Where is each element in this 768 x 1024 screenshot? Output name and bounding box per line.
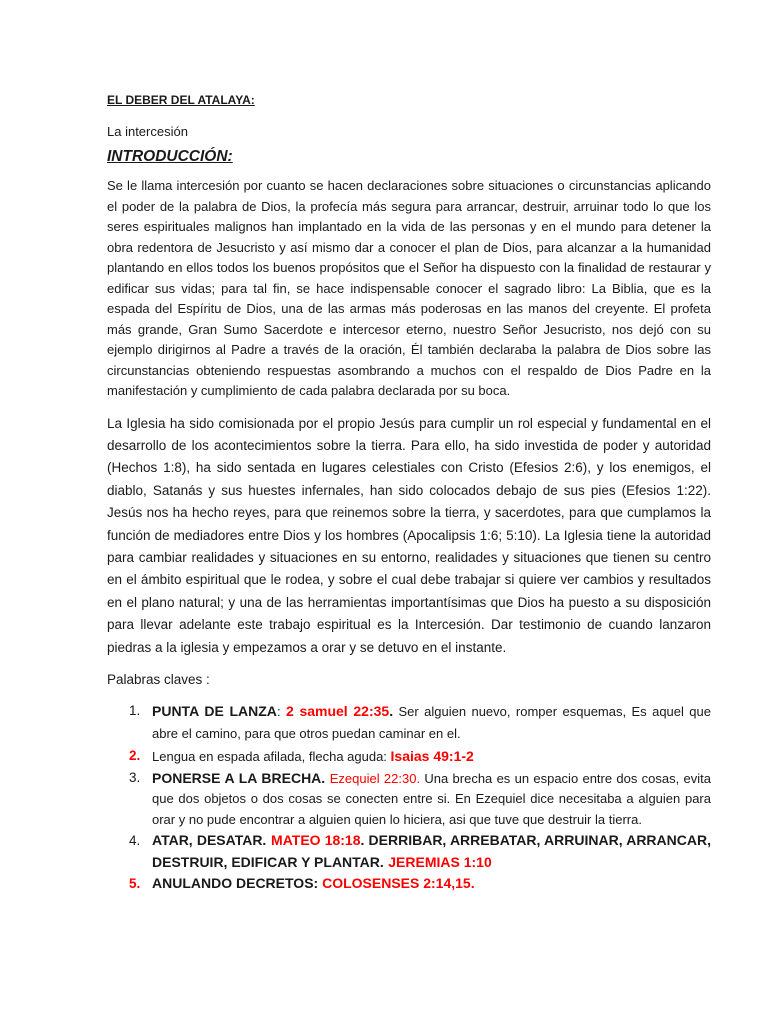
item-text: Ser alguien nuevo, romper esquemas, Es aquel que abre el camino, para que otros puedan caminar en el.	[152, 703, 711, 741]
document-subtitle: La intercesión	[107, 124, 188, 139]
document-body	[107, 92, 711, 894]
keywords-label: Palabras claves :	[107, 671, 210, 687]
list-number: 2.	[129, 747, 141, 763]
list-number: 4.	[129, 833, 141, 849]
bible-reference: Ezequiel 22:30.	[329, 770, 421, 786]
bible-reference: COLOSENSES 2:14,15.	[322, 875, 475, 892]
document-title: EL DEBER DEL ATALAYA:	[107, 93, 255, 107]
list-item	[107, 830, 711, 873]
list-item: 3. PONERSE A LA BRECHA. Ezequiel 22:30. Una brecha es un espacio entre dos cosas, evita que dos objetos o dos cosas se conecten entre si. En Ezequiel dice necesitaba a alguien para orar y no pude encontrar a alguien quien lo hiciera, asi que tuve que destruir la tierra.	[129, 769, 711, 827]
keyword: PUNTA DE LANZA	[152, 702, 277, 719]
keyword: ANULANDO DECRETOS	[152, 875, 314, 892]
bible-reference: 2 samuel 22:35	[285, 702, 390, 719]
list-number: 5.	[129, 876, 141, 892]
bible-reference: MATEO 18:18	[271, 832, 361, 849]
paragraph-intro: Se le llama intercesión por cuanto se hacen declaraciones sobre situaciones o circunstancias aplicando el poder de la palabra de Dios, la profecía más segura para arrancar, destruir, arruinar todo lo que los seres espirituales malignos han implantado en la vida de las personas y en el mundo para detener la obra redentora de Jesucristo y así mismo dar a conocer el plan de Dios, para alcanzar a la humanidad plantando en ellos todos los buenos propósitos que el Señor ha dispuesto con la finalidad de restaurar y edificar sus vidas; para tal fin, se hace indispensable conocer el sagrado libro: La Biblia, que es la espada del Espíritu de Dios, una de las armas más poderosas en las manos del creyente. El profeta más grande, Gran Sumo Sacerdote e intercesor eterno, nuestro Señor Jesucristo, nos dejó con su ejemplo dirigirnos al Padre a través de la oración, Él también declaraba la palabra de Dios sobre las circunstancias obteniendo respuestas asombrando a muchos con el respaldo de Dios Padre en la manifestación y cumplimiento de cada palabra declarada por su boca.	[107, 178, 711, 398]
keyword: . DERRIBAR, ARREBATAR, ARRUINAR, ARRANCAR, DESTRUIR, EDIFICAR Y PLANTAR.	[152, 832, 711, 870]
list-number: 3.	[129, 769, 141, 785]
list-item: 5. ANULANDO DECRETOS: COLOSENSES 2:14,15.	[107, 873, 711, 894]
item-text: Una brecha es un espacio entre dos cosas, evita que dos objetos o dos cosas se conecten entre si. En Ezequiel dice necesitaba a alguien para orar y no pude encontrar a alguien quien lo hiciera, asi que tuve que destruir la tierra.	[152, 770, 711, 827]
keywords-list	[107, 700, 711, 895]
list-item: 1. PUNTA DE LANZA: 2 samuel 22:35. Ser alguien nuevo, romper esquemas, Es aquel que abre el camino, para que otros puedan caminar en el.	[107, 700, 711, 745]
bible-reference: JEREMIAS 1:10	[388, 853, 492, 870]
item-text: Lengua en espada afilada, flecha aguda:	[152, 748, 391, 764]
keyword: ATAR, DESATAR.	[152, 832, 267, 849]
list-item	[107, 745, 711, 768]
paragraph-church: La Iglesia ha sido comisionada por el propio Jesús para cumplir un rol especial y fundamental en el desarrollo de los acontecimientos sobre la tierra. Para ello, ha sido investida de poder y autoridad (Hechos 1:8), ha sido sentada en lugares celestiales con Cristo (Efesios 2:6), y los enemigos, el diablo, Satanás y sus huestes infernales, han sido colocados debajo de sus pies (Efesios 1:22). Jesús nos ha hecho reyes, para que reinemos sobre la tierra, y sacerdotes, para que cumplamos la función de mediadores entre Dios y los hombres (Apocalipsis 1:6; 5:10). La Iglesia tiene la autoridad para cambiar realidades y situaciones en su entorno, realidades y situaciones que tienen su centro en el ámbito espiritual que le rodea, y sobre el cual debe trabajar si quiere ver cambios y resultados en el plano natural; y una de las herramientas importantísimas que Dios ha puesto a su disposición para llevar adelante este trabajo espiritual es la Intercesión. Dar testimonio de cuando lanzaron piedras a la iglesia y empezamos a orar y se detuvo en el instante.	[107, 415, 711, 655]
bible-reference: Isaias 49:1-2	[390, 747, 474, 764]
keyword: PONERSE A LA BRECHA	[152, 769, 322, 786]
list-number: 1.	[129, 702, 141, 718]
intro-heading: INTRODUCCIÓN:	[107, 148, 233, 165]
